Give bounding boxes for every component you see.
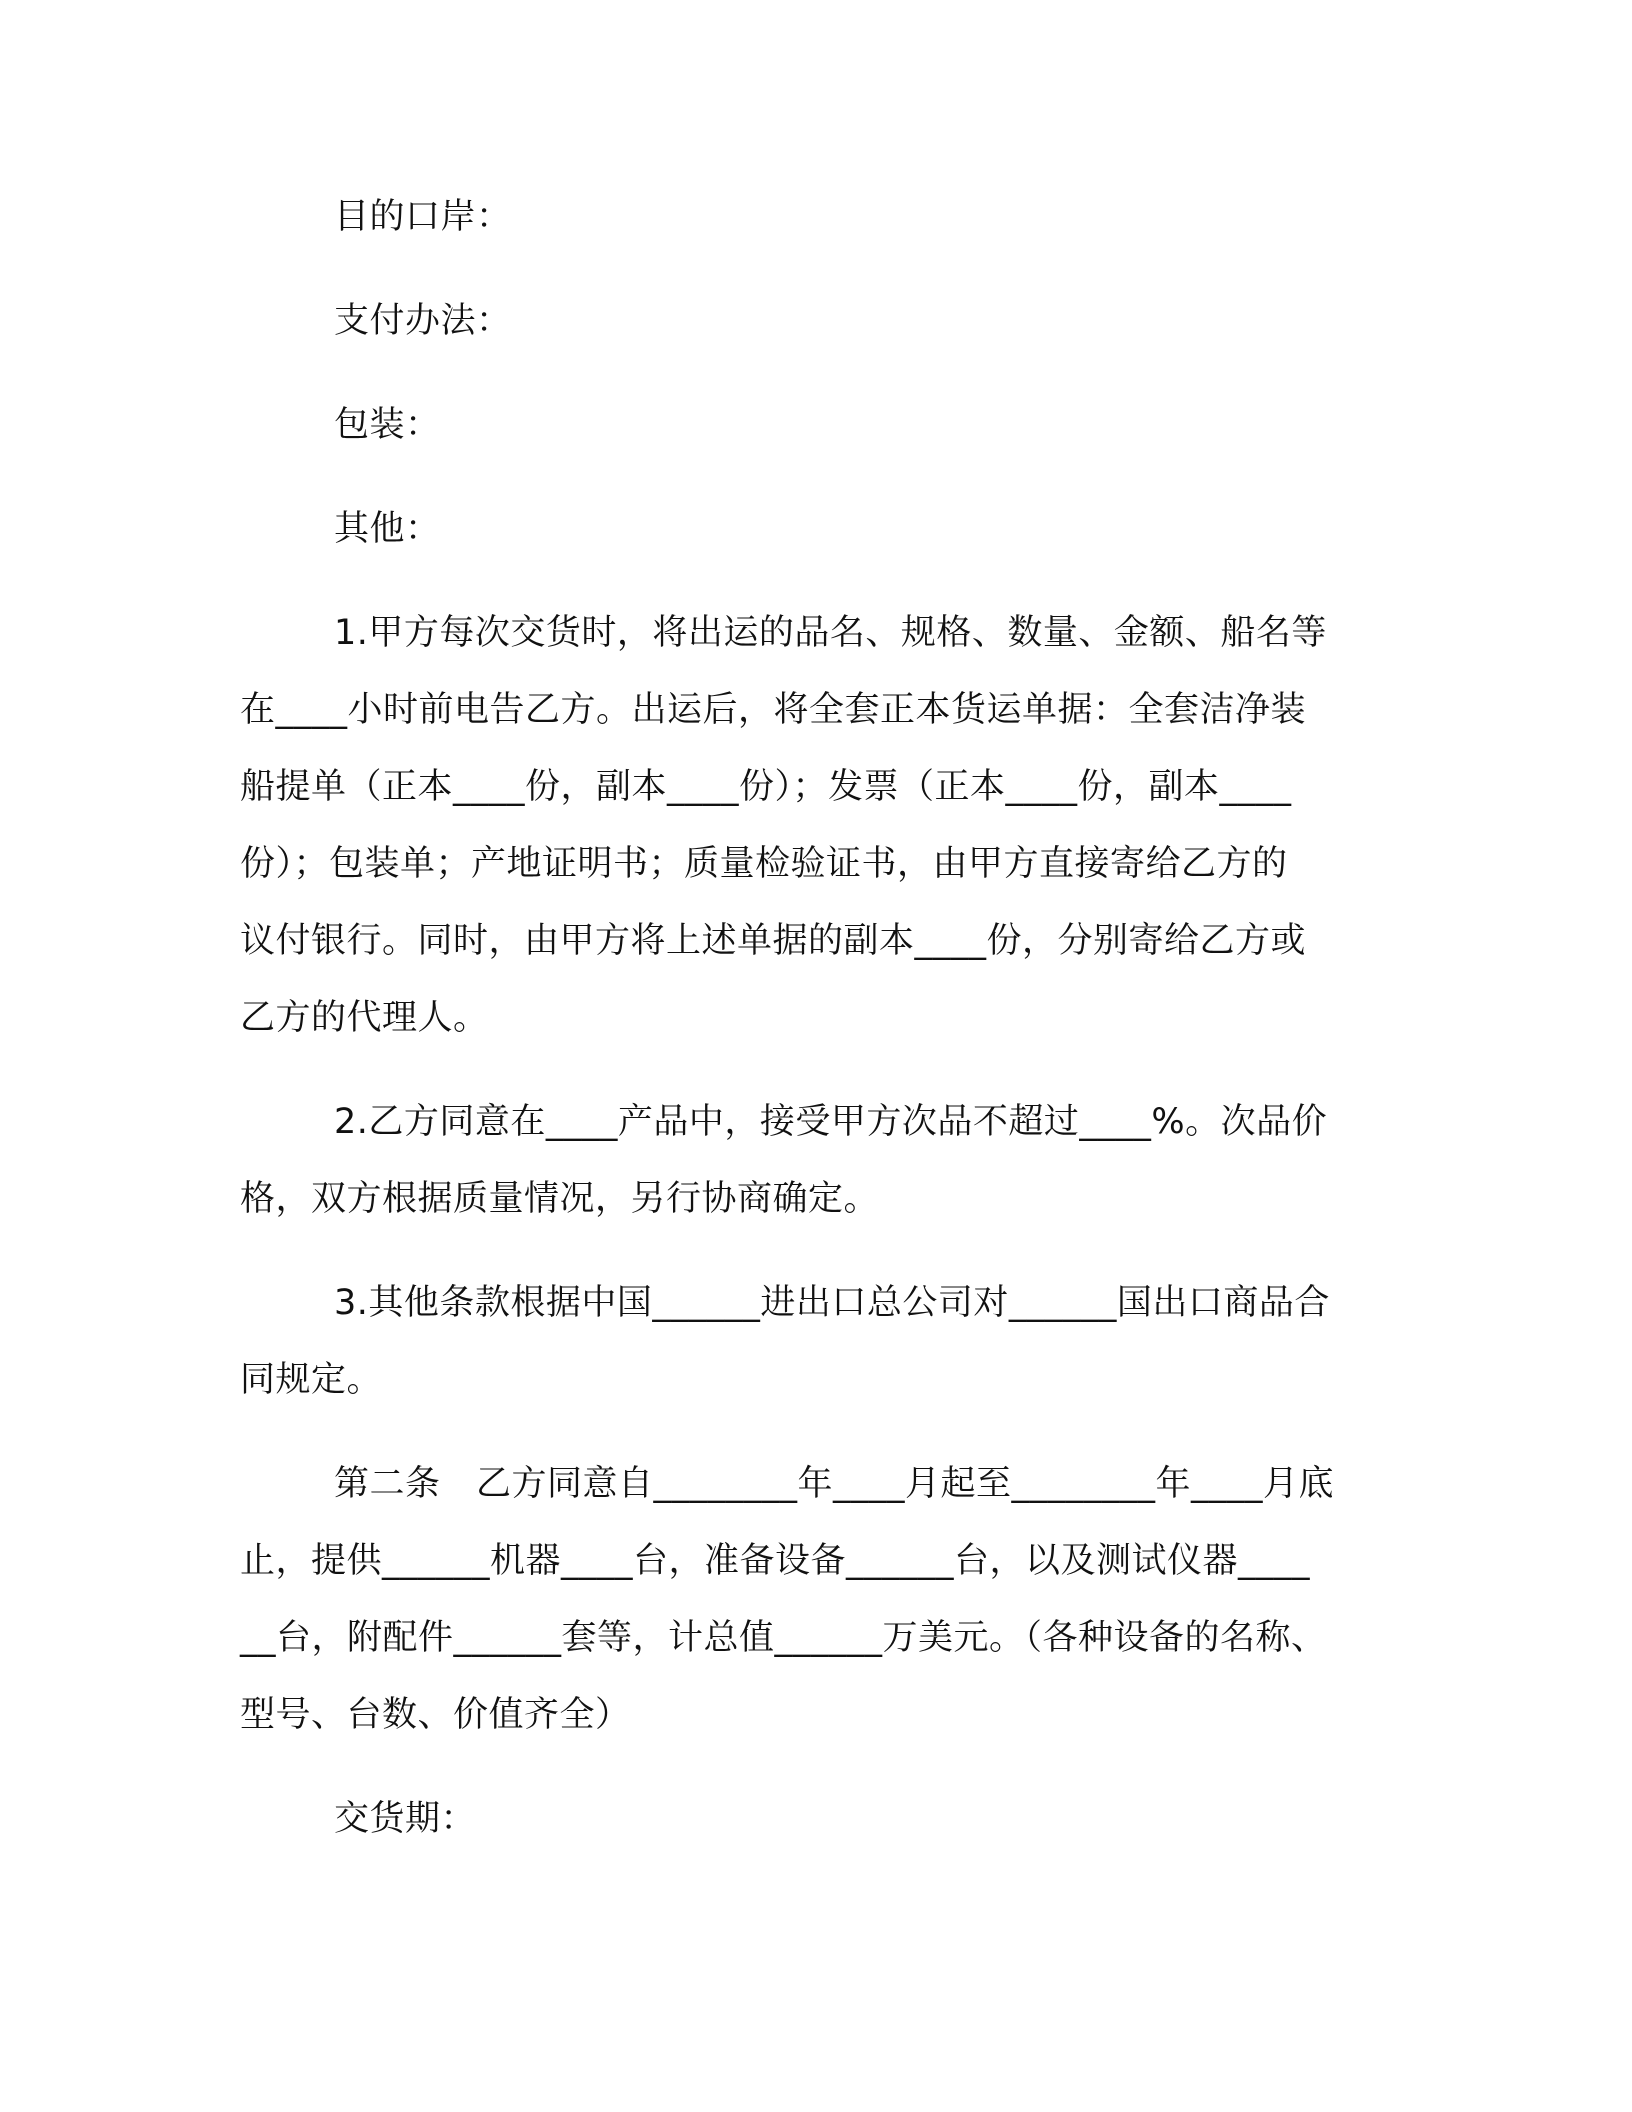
clause-3-line-2: 同规定。: [240, 1360, 383, 1400]
article-2-line-1: 第二条 乙方同意自________年____月起至________年____月底: [334, 1464, 1335, 1504]
article-2-line-2: 止，提供______机器____台，准备设备______台，以及测试仪器____: [240, 1541, 1311, 1581]
field-packaging: 包装：: [334, 405, 441, 445]
article-2-line-3: __台，附配件______套等，计总值______万美元。（各种设备的名称、: [240, 1618, 1327, 1658]
clause-2-line-2: 格，双方根据质量情况，另行协商确定。: [240, 1179, 880, 1219]
clause-1-line-3: 船提单（正本____份，副本____份）；发票（正本____份，副本____: [240, 767, 1292, 807]
field-destination-port: 目的口岸：: [334, 197, 512, 237]
clause-1-line-4: 份）；包装单；产地证明书；质量检验证书，由甲方直接寄给乙方的: [240, 844, 1288, 884]
clause-2-line-1: 2.乙方同意在____产品中，接受甲方次品不超过____%。次品价: [334, 1102, 1328, 1142]
clause-1-line-6: 乙方的代理人。: [240, 998, 489, 1038]
clause-3-line-1: 3.其他条款根据中国______进出口总公司对______国出口商品合: [334, 1283, 1330, 1323]
clause-1-line-2: 在____小时前电告乙方。出运后，将全套正本货运单据：全套洁净装: [240, 690, 1307, 730]
clause-1-line-1: 1.甲方每次交货时，将出运的品名、规格、数量、金额、船名等: [334, 613, 1327, 653]
clause-1-line-5: 议付银行。同时，由甲方将上述单据的副本____份，分别寄给乙方或: [240, 921, 1307, 961]
field-payment-method: 支付办法：: [334, 301, 512, 341]
field-other: 其他：: [334, 509, 441, 549]
field-delivery-date: 交货期：: [334, 1799, 477, 1839]
article-2-line-4: 型号、台数、价值齐全）: [240, 1695, 631, 1735]
